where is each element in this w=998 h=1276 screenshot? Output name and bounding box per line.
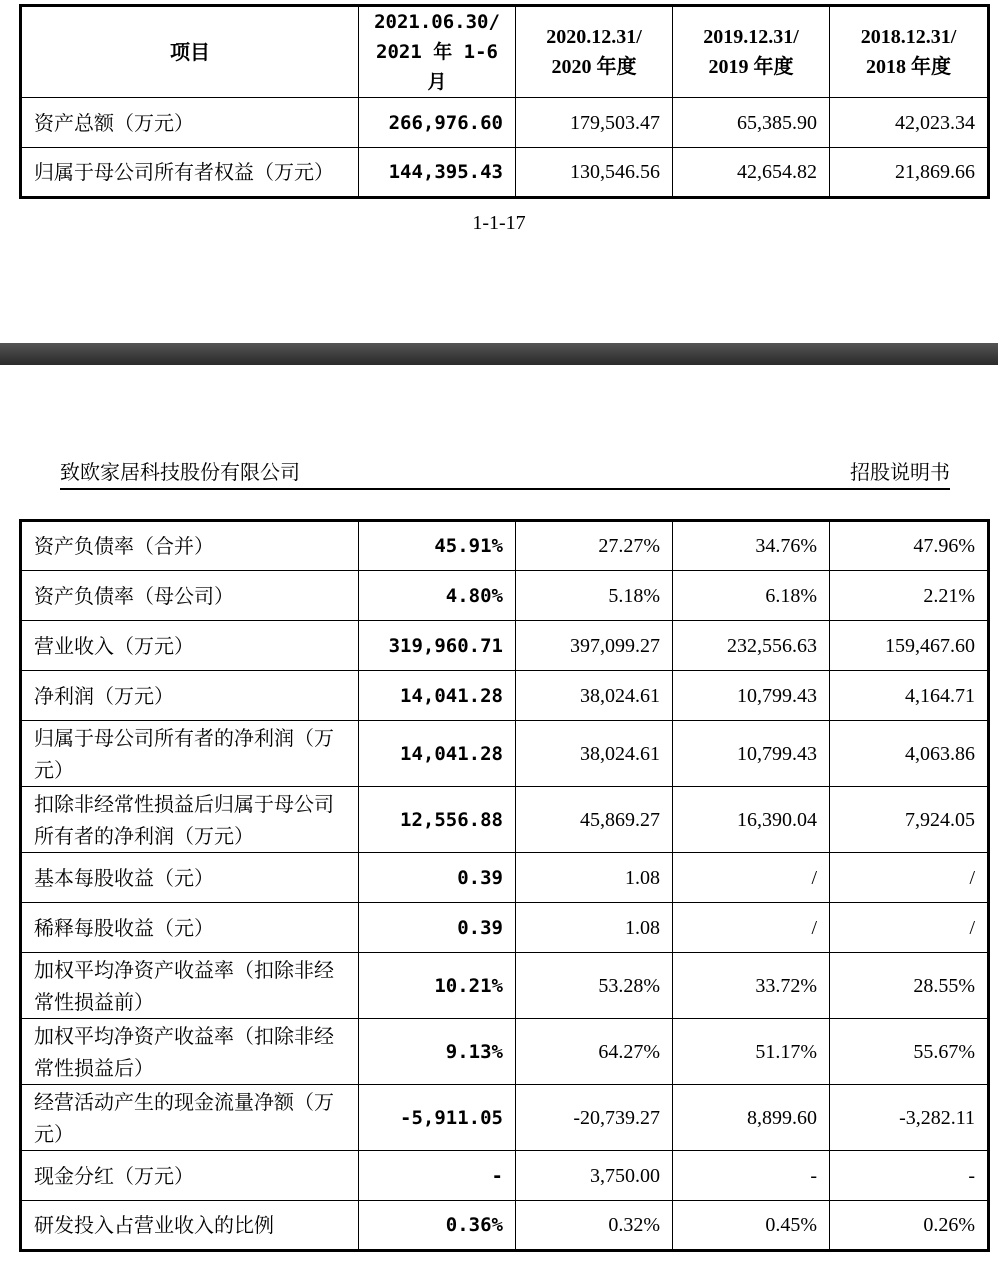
- cell-value: 0.39: [359, 853, 516, 903]
- cell-value: -3,282.11: [830, 1085, 989, 1151]
- cell-value: 7,924.05: [830, 787, 989, 853]
- row-label: 扣除非经常性损益后归属于母公司所有者的净利润（万元）: [21, 787, 359, 853]
- cell-value: 4,164.71: [830, 671, 989, 721]
- cell-value: 38,024.61: [516, 671, 673, 721]
- cell-value: 64.27%: [516, 1019, 673, 1085]
- cell-value: 397,099.27: [516, 621, 673, 671]
- row-label: 净利润（万元）: [21, 671, 359, 721]
- cell-value: /: [830, 903, 989, 953]
- header-period-2019: 2019.12.31/ 2019 年度: [673, 6, 830, 98]
- table-row: [21, 1085, 989, 1151]
- table-row: [21, 148, 989, 198]
- cell-value: 319,960.71: [359, 621, 516, 671]
- table-row: [21, 98, 989, 148]
- cell-value: 45,869.27: [516, 787, 673, 853]
- cell-value: -: [830, 1151, 989, 1201]
- cell-value: 179,503.47: [516, 98, 673, 148]
- table-row: [21, 953, 989, 1019]
- cell-value: /: [830, 853, 989, 903]
- row-label: 资产负债率（合并）: [21, 521, 359, 571]
- cell-value: 232,556.63: [673, 621, 830, 671]
- summary-table-top: [19, 4, 990, 199]
- row-label: 研发投入占营业收入的比例: [21, 1201, 359, 1251]
- cell-value: 0.26%: [830, 1201, 989, 1251]
- table-header-row: [21, 6, 989, 98]
- table-row: [21, 1019, 989, 1085]
- row-label: 加权平均净资产收益率（扣除非经常性损益前）: [21, 953, 359, 1019]
- cell-value: 2.21%: [830, 571, 989, 621]
- cell-value: 0.39: [359, 903, 516, 953]
- cell-value: 34.76%: [673, 521, 830, 571]
- cell-value: 1.08: [516, 853, 673, 903]
- cell-value: 4.80%: [359, 571, 516, 621]
- row-label: 经营活动产生的现金流量净额（万元）: [21, 1085, 359, 1151]
- cell-value: 4,063.86: [830, 721, 989, 787]
- cell-value: 266,976.60: [359, 98, 516, 148]
- document-type: 招股说明书: [850, 460, 950, 484]
- cell-value: 42,654.82: [673, 148, 830, 198]
- cell-value: 33.72%: [673, 953, 830, 1019]
- table-row: [21, 903, 989, 953]
- cell-value: 9.13%: [359, 1019, 516, 1085]
- cell-value: /: [673, 903, 830, 953]
- cell-value: 8,899.60: [673, 1085, 830, 1151]
- cell-value: 14,041.28: [359, 721, 516, 787]
- cell-value: 51.17%: [673, 1019, 830, 1085]
- header-period-2020: 2020.12.31/ 2020 年度: [516, 6, 673, 98]
- row-label: 营业收入（万元）: [21, 621, 359, 671]
- company-name: 致欧家居科技股份有限公司: [60, 460, 300, 484]
- row-label: 资产总额（万元）: [21, 98, 359, 148]
- row-label: 现金分红（万元）: [21, 1151, 359, 1201]
- table-row: [21, 1201, 989, 1251]
- cell-value: 0.45%: [673, 1201, 830, 1251]
- cell-value: 12,556.88: [359, 787, 516, 853]
- page-number: 1-1-17: [472, 212, 526, 234]
- summary-table-bottom: [19, 519, 990, 1252]
- cell-value: 55.67%: [830, 1019, 989, 1085]
- table-row: [21, 571, 989, 621]
- cell-value: 3,750.00: [516, 1151, 673, 1201]
- table-row: [21, 521, 989, 571]
- table-row: [21, 853, 989, 903]
- cell-value: 5.18%: [516, 571, 673, 621]
- table-row: [21, 621, 989, 671]
- cell-value: 159,467.60: [830, 621, 989, 671]
- cell-value: /: [673, 853, 830, 903]
- cell-value: 21,869.66: [830, 148, 989, 198]
- cell-value: 38,024.61: [516, 721, 673, 787]
- cell-value: -: [673, 1151, 830, 1201]
- cell-value: 53.28%: [516, 953, 673, 1019]
- cell-value: 65,385.90: [673, 98, 830, 148]
- table-row: [21, 787, 989, 853]
- row-label: 资产负债率（母公司）: [21, 571, 359, 621]
- cell-value: 144,395.43: [359, 148, 516, 198]
- row-label: 归属于母公司所有者的净利润（万元）: [21, 721, 359, 787]
- cell-value: 47.96%: [830, 521, 989, 571]
- cell-value: 16,390.04: [673, 787, 830, 853]
- cell-value: 27.27%: [516, 521, 673, 571]
- cell-value: 10,799.43: [673, 721, 830, 787]
- row-label: 归属于母公司所有者权益（万元）: [21, 148, 359, 198]
- cell-value: 0.32%: [516, 1201, 673, 1251]
- cell-value: 42,023.34: [830, 98, 989, 148]
- table-row: [21, 1151, 989, 1201]
- header-item: 项目: [21, 6, 359, 98]
- cell-value: 28.55%: [830, 953, 989, 1019]
- cell-value: 14,041.28: [359, 671, 516, 721]
- cell-value: 10,799.43: [673, 671, 830, 721]
- row-label: 加权平均净资产收益率（扣除非经常性损益后）: [21, 1019, 359, 1085]
- page-running-header: [60, 456, 950, 490]
- cell-value: 6.18%: [673, 571, 830, 621]
- row-label: 稀释每股收益（元）: [21, 903, 359, 953]
- cell-value: -5,911.05: [359, 1085, 516, 1151]
- cell-value: 130,546.56: [516, 148, 673, 198]
- cell-value: -20,739.27: [516, 1085, 673, 1151]
- cell-value: 0.36%: [359, 1201, 516, 1251]
- table-row: [21, 721, 989, 787]
- page-break-divider: [0, 343, 998, 365]
- cell-value: 45.91%: [359, 521, 516, 571]
- cell-value: 1.08: [516, 903, 673, 953]
- cell-value: 10.21%: [359, 953, 516, 1019]
- row-label: 基本每股收益（元）: [21, 853, 359, 903]
- cell-value: -: [359, 1151, 516, 1201]
- header-period-2021h1: 2021.06.30/ 2021 年 1-6 月: [359, 6, 516, 98]
- header-period-2018: 2018.12.31/ 2018 年度: [830, 6, 989, 98]
- table-row: [21, 671, 989, 721]
